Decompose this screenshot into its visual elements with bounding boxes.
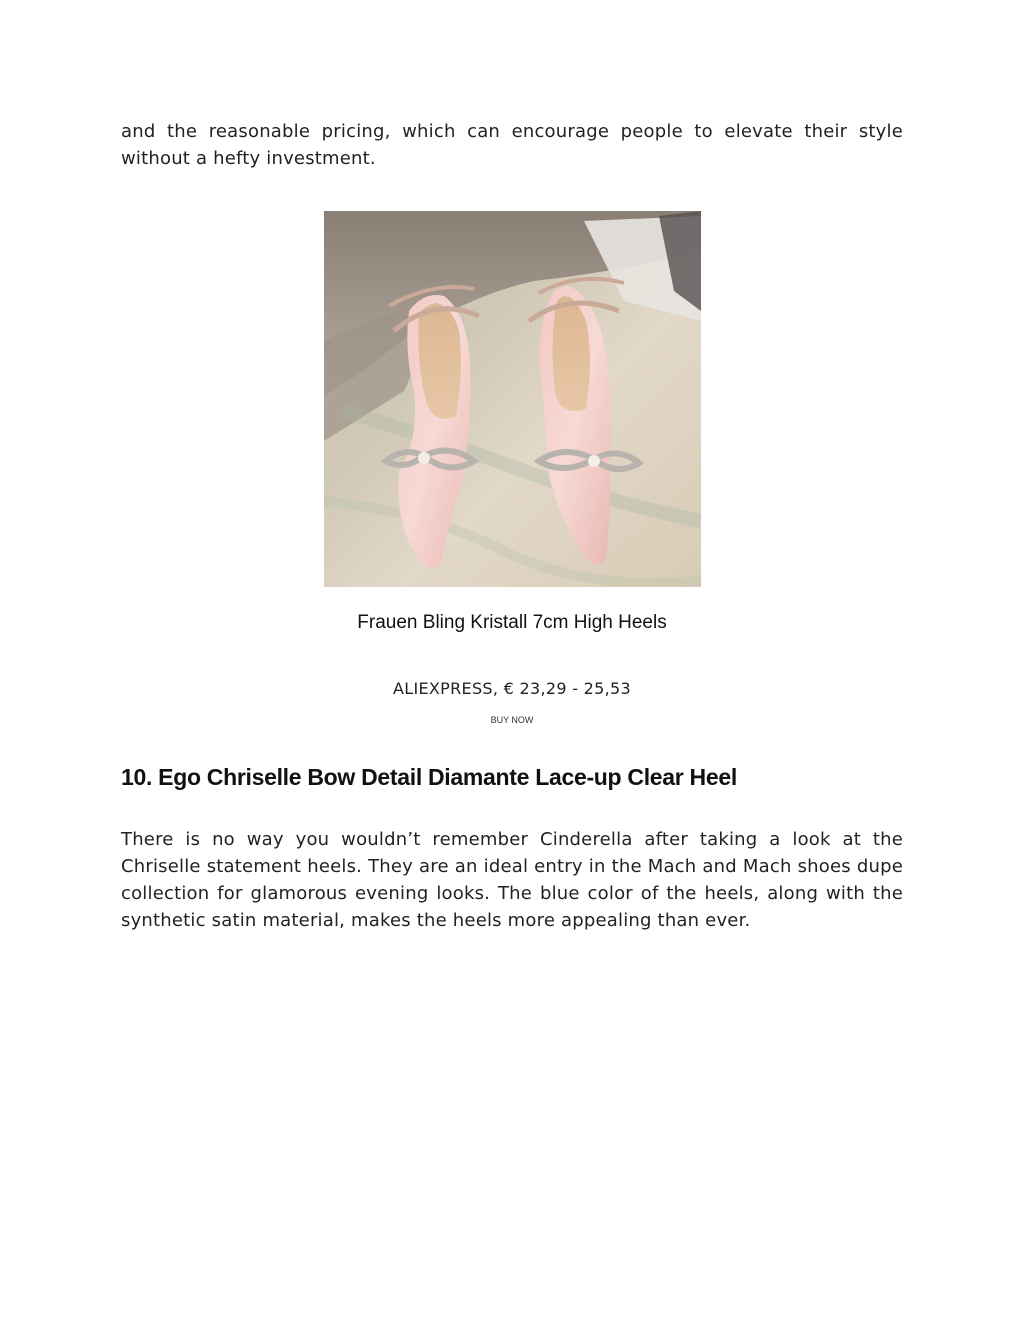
- section-heading: 10. Ego Chriselle Bow Detail Diamante Lace-up Clear Heel: [121, 764, 737, 790]
- product-title: Frauen Bling Kristall 7cm High Heels: [357, 612, 667, 633]
- intro-paragraph: and the reasonable pricing, which can encourage people to elevate their style without a hefty investment.: [121, 121, 903, 169]
- store-price: ALIEXPRESS, € 23,29 - 25,53: [393, 679, 631, 698]
- product-image[interactable]: [324, 211, 701, 587]
- shoe-photo-icon: [324, 211, 701, 587]
- buy-now-button[interactable]: BUY NOW: [490, 715, 534, 725]
- section-paragraph: There is no way you wouldn’t remember Cinderella after taking a look at the Chriselle statement heels. They are an ideal entry in the Mach and Mach shoes dupe collection for glamorous evening looks. The blue color of the heels, along with the synthetic satin material, makes the heels more appealing than ever.: [121, 829, 903, 931]
